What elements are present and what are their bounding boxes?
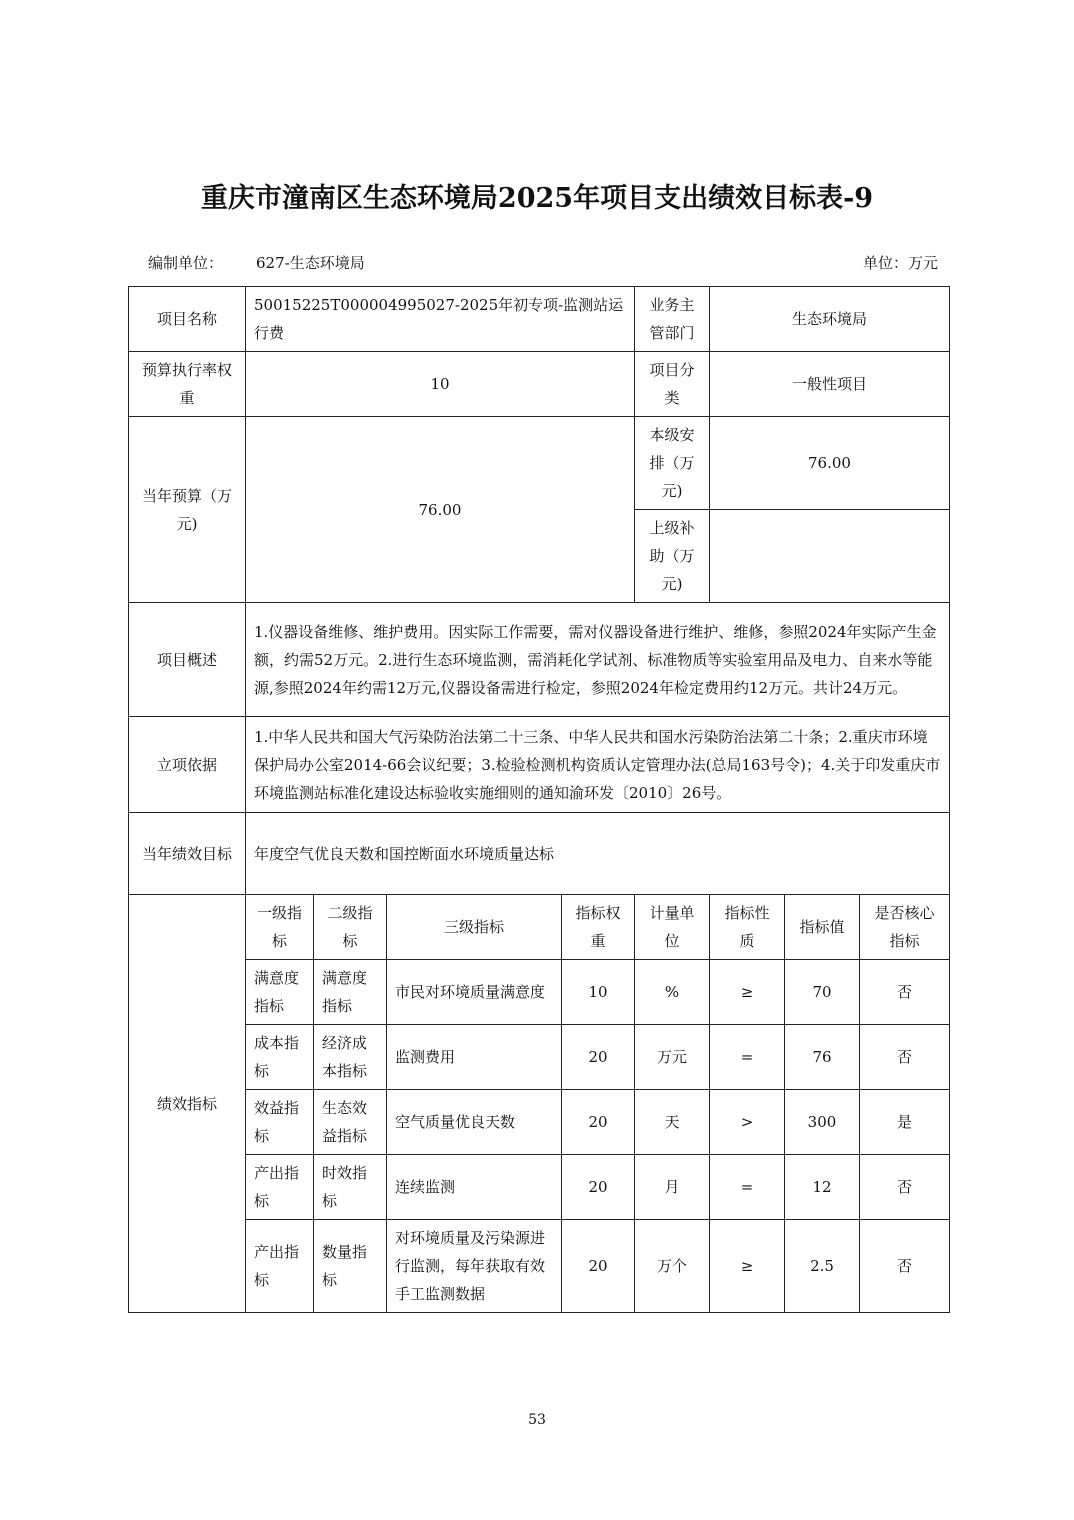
overview-text: 1.仪器设备维修、维护费用。因实际工作需要，需对仪器设备进行维护、维修，参照2024年实际产生金额，约需52万元。2.进行生态环境监测，需消耗化学试剂、标准物质等实验室用品及电力、自来水等能源,参照2024年约需12万元,仪器设备需进行检定，参照2024年检定费用约12万元。共计24万元。 [246,603,950,717]
table-row [129,1090,950,1155]
weight-cell: 20 [562,1090,635,1155]
project-name: 50015225T000004995027-2025年初专项-监测站运行费 [246,287,635,352]
level3-cell: 监测费用 [387,1025,562,1090]
currency-label: 单位：万元 [862,254,938,272]
unit-label: 编制单位： [148,254,224,272]
header-cell: 一级指标 [246,895,314,960]
dept-value: 生态环境局 [710,287,950,352]
category-label: 项目分类 [635,352,710,417]
level2-cell: 经济成本指标 [314,1025,387,1090]
weight-cell: 10 [562,960,635,1025]
basis-label: 立项依据 [129,717,246,813]
level1-cell: 满意度指标 [246,960,314,1025]
unit-value: 627-生态环境局 [256,254,365,272]
weight-cell: 20 [562,1025,635,1090]
level3-cell: 对环境质量及污染源进行监测，每年获取有效手工监测数据 [387,1220,562,1313]
unit-cell: % [635,960,710,1025]
level3-cell: 连续监测 [387,1155,562,1220]
budget-value: 76.00 [246,417,635,603]
value-cell: 12 [785,1155,860,1220]
nature-cell: = [710,1025,785,1090]
weight-cell: 20 [562,1155,635,1220]
nature-cell: ≥ [710,1220,785,1313]
level3-cell: 空气质量优良天数 [387,1090,562,1155]
project-name-label: 项目名称 [129,287,246,352]
core-cell: 否 [860,1220,950,1313]
table-row [129,960,950,1025]
value-cell: 300 [785,1090,860,1155]
unit-cell: 万个 [635,1220,710,1313]
level2-cell: 满意度指标 [314,960,387,1025]
overview-label: 项目概述 [129,603,246,717]
header-cell: 指标值 [785,895,860,960]
unit-cell: 天 [635,1090,710,1155]
weight-cell: 20 [562,1220,635,1313]
level2-cell: 时效指标 [314,1155,387,1220]
upper-value [710,510,950,603]
table-row [129,1220,950,1313]
core-cell: 是 [860,1090,950,1155]
unit-cell: 月 [635,1155,710,1220]
level2-cell: 数量指标 [314,1220,387,1313]
nature-cell: > [710,1090,785,1155]
value-cell: 70 [785,960,860,1025]
weight-value: 10 [246,352,635,417]
upper-label: 上级补助（万元) [635,510,710,603]
weight-label: 预算执行率权重 [129,352,246,417]
table-row [129,1025,950,1090]
core-cell: 否 [860,1025,950,1090]
value-cell: 2.5 [785,1220,860,1313]
header-cell: 二级指标 [314,895,387,960]
header-cell: 指标权重 [562,895,635,960]
performance-table [128,286,950,1313]
level1-cell: 效益指标 [246,1090,314,1155]
local-value: 76.00 [710,417,950,510]
level1-cell: 产出指标 [246,1220,314,1313]
local-label: 本级安排（万元) [635,417,710,510]
header-cell: 计量单位 [635,895,710,960]
level1-cell: 产出指标 [246,1155,314,1220]
dept-label: 业务主管部门 [635,287,710,352]
category-value: 一般性项目 [710,352,950,417]
indicators-label: 绩效指标 [129,895,246,1313]
basis-text: 1.中华人民共和国大气污染防治法第二十三条、中华人民共和国水污染防治法第二十条；2.重庆市环境保护局办公室2014-66会议纪要；3.检验检测机构资质认定管理办法(总局163号令)；4.关于印发重庆市环境监测站标准化建设达标验收实施细则的通知渝环发〔2010〕26号。 [246,717,950,813]
table-row [129,1155,950,1220]
core-cell: 否 [860,1155,950,1220]
core-cell: 否 [860,960,950,1025]
header-cell: 三级指标 [387,895,562,960]
header-cell: 是否核心指标 [860,895,950,960]
goal-label: 当年绩效目标 [129,813,246,895]
header-cell: 指标性质 [710,895,785,960]
unit-cell: 万元 [635,1025,710,1090]
level1-cell: 成本指标 [246,1025,314,1090]
budget-label: 当年预算（万元) [129,417,246,603]
nature-cell: = [710,1155,785,1220]
level2-cell: 生态效益指标 [314,1090,387,1155]
nature-cell: ≥ [710,960,785,1025]
goal-text: 年度空气优良天数和国控断面水环境质量达标 [246,813,950,895]
value-cell: 76 [785,1025,860,1090]
page-title: 重庆市潼南区生态环境局2025年项目支出绩效目标表-9 [200,183,874,214]
level3-cell: 市民对环境质量满意度 [387,960,562,1025]
page-number: 53 [528,1412,546,1428]
